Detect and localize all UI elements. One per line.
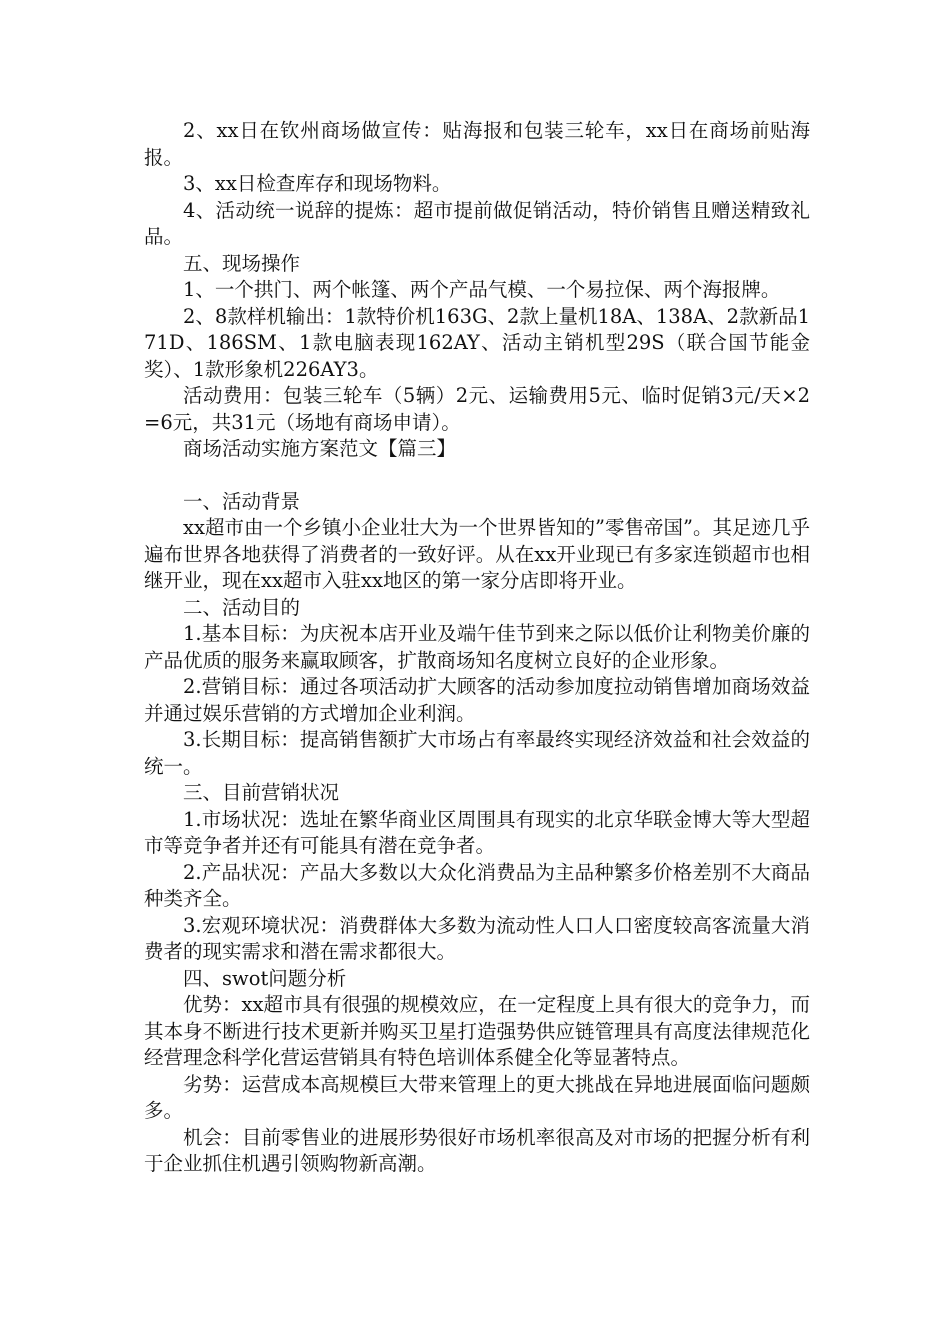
paragraph: 2.产品状况：产品大多数以大众化消费品为主品种繁多价格差别不大商品种类齐全。 — [144, 860, 810, 910]
paragraph: 3、xx日检查库存和现场物料。 — [183, 172, 452, 195]
section-heading: 二、活动目的 — [183, 595, 301, 619]
section-heading: 五、现场操作 — [183, 251, 301, 275]
paragraph: 活动费用：包装三轮车（5辆）2元、运输费用5元、临时促销3元/天×2=6元，共31元（场地有商场申请）。 — [144, 384, 810, 434]
section-heading: 三、目前营销状况 — [183, 781, 340, 804]
paragraph: 1.市场状况：选址在繁华商业区周围具有现实的北京华联金博大等大型超市等竞争者并还有可能具有潜在竞争者。 — [144, 807, 810, 857]
section-heading: 一、活动背景 — [183, 489, 301, 513]
paragraph: 3.长期目标：提高销售额扩大市场占有率最终实现经济效益和社会效益的统一。 — [144, 728, 810, 778]
paragraph: 劣势：运营成本高规模巨大带来管理上的更大挑战在异地进展面临问题颇多。 — [144, 1072, 810, 1122]
paragraph: 1.基本目标：为庆祝本店开业及端午佳节到来之际以低价让利物美价廉的产品优质的服务来赢取顾客，扩散商场知名度树立良好的企业形象。 — [144, 622, 810, 672]
paragraph: 3.宏观环境状况：消费群体大多数为流动性人口人口密度较高客流量大消费者的现实需求和潜在需求都很大。 — [144, 913, 810, 963]
paragraph: 4、活动统一说辞的提炼：超市提前做促销活动，特价销售且赠送精致礼品。 — [144, 198, 810, 248]
blank-line — [144, 463, 810, 489]
section-heading: 四、swot问题分析 — [183, 966, 347, 990]
paragraph: 优势：xx超市具有很强的规模效应，在一定程度上具有很大的竞争力，而其本身不断进行技术更新并购买卫星打造强势供应链管理具有高度法律规范化经营理念科学化营运营销具有特色培训体系健全化等显著特点。 — [144, 993, 810, 1069]
paragraph: 机会：目前零售业的进展形势很好市场机率很高及对市场的把握分析有利于企业抓住机遇引领购物新高潮。 — [144, 1125, 810, 1175]
paragraph: 1、一个拱门、两个帐篷、两个产品气模、一个易拉保、两个海报牌。 — [183, 278, 781, 301]
paragraph: 2、8款样机输出：1款特价机163G、2款上量机18A、138A、2款新品171D、186SM、1款电脑表现162AY、活动主销机型29S（联合国节能金奖）、1款形象机226AY3。 — [144, 304, 810, 381]
document-body — [144, 118, 810, 1178]
document-title: 商场活动实施方案范文【篇三】 — [183, 437, 457, 460]
paragraph: 2、xx日在钦州商场做宣传：贴海报和包装三轮车，xx日在商场前贴海报。 — [144, 119, 810, 169]
paragraph: 2.营销目标：通过各项活动扩大顾客的活动参加度拉动销售增加商场效益并通过娱乐营销的方式增加企业利润。 — [144, 675, 810, 725]
paragraph: xx超市由一个乡镇小企业壮大为一个世界皆知的”零售帝国”。其足迹几乎遍布世界各地获得了消费者的一致好评。从在xx开业现已有多家连锁超市也相继开业，现在xx超市入驻xx地区的第一家分店即将开业。 — [144, 516, 810, 592]
